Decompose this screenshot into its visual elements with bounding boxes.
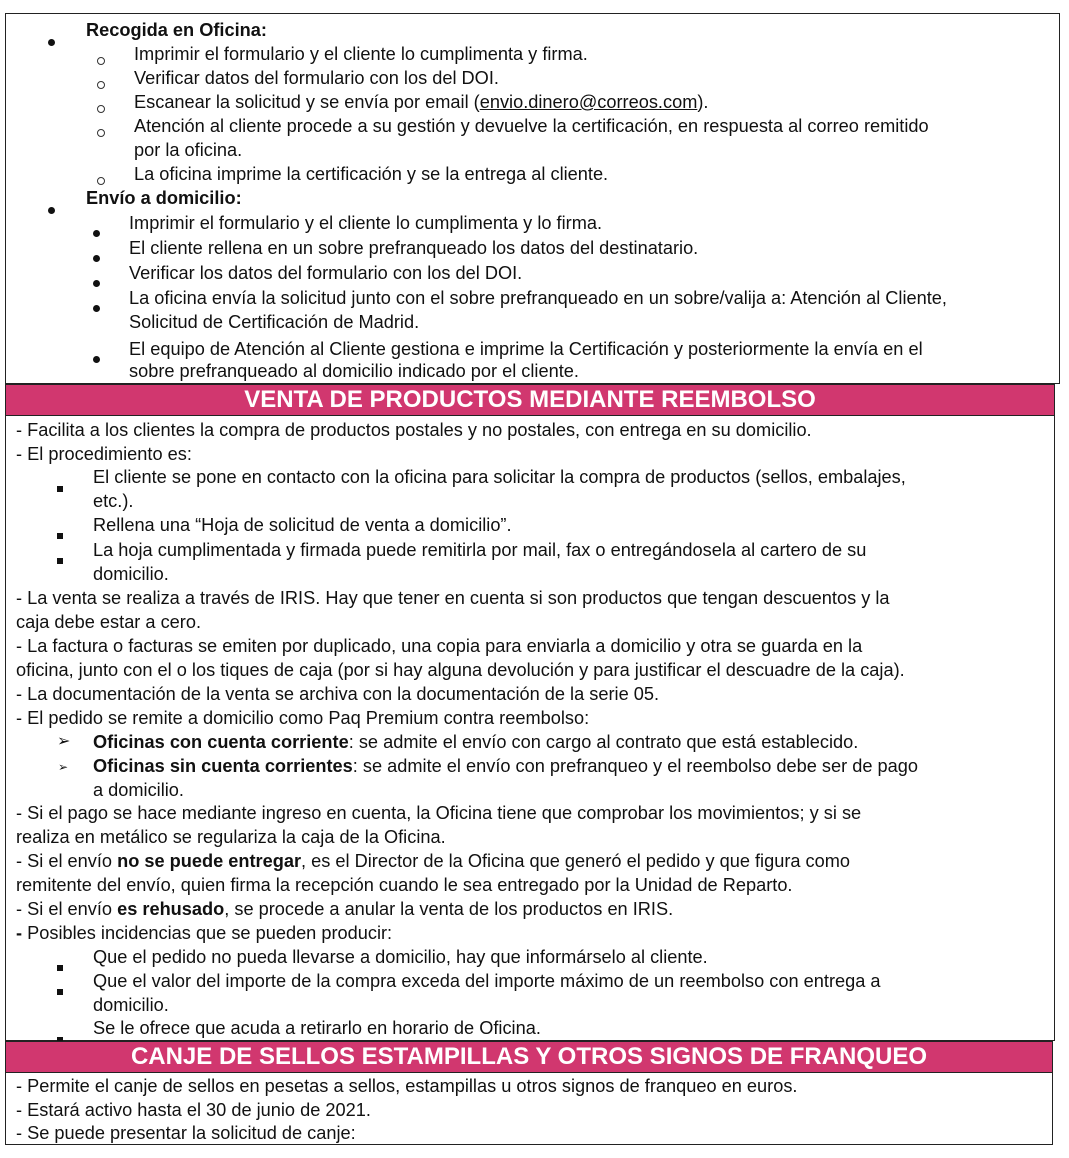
envio-title: Envío a domicilio: (86, 188, 242, 208)
list-item: Rellena una “Hoja de solicitud de venta a domicilio”. (93, 515, 512, 535)
bullet-icon (93, 294, 100, 318)
text-line: realiza en metálico se regulariza la caja de la Oficina. (16, 827, 446, 847)
list-item: Oficinas sin cuenta corrientes: se admite el envío con prefranqueo y el reembolso debe ser de pago (93, 756, 918, 776)
text-line: remitente del envío, quien firma la recepción cuando le sea entregado por la Unidad de Reparto. (16, 875, 793, 895)
square-bullet-icon (57, 521, 63, 545)
square-bullet-icon (57, 546, 63, 570)
list-item: La hoja cumplimentada y firmada puede remitirla por mail, fax o entregándosela al cartero de su (93, 540, 867, 560)
list-item: El cliente rellena en un sobre prefranqueado los datos del destinatario. (129, 238, 699, 258)
section-header-canje: CANJE DE SELLOS ESTAMPILLAS Y OTROS SIGNOS DE FRANQUEO (5, 1041, 1053, 1073)
bullet-icon (93, 269, 100, 293)
circle-bullet-icon (97, 71, 105, 95)
list-item-cont: domicilio. (93, 995, 169, 1015)
list-item: Imprimir el formulario y el cliente lo cumplimenta y firma. (134, 44, 588, 64)
text-line: - El pedido se remite a domicilio como Paq Premium contra reembolso: (16, 708, 590, 728)
list-item: La oficina imprime la certificación y se la entrega al cliente. (134, 164, 609, 184)
text-line: - Permite el canje de sellos en pesetas a sellos, estampillas u otros signos de franqueo en euros. (16, 1076, 798, 1096)
section-header-venta: VENTA DE PRODUCTOS MEDIANTE REEMBOLSO (5, 384, 1055, 416)
text-line: - Si el envío no se puede entregar, es el Director de la Oficina que generó el pedido y que figura como (16, 851, 851, 871)
text-line: - Si el envío es rehusado, se procede a anular la venta de los productos en IRIS. (16, 899, 674, 919)
text-line: - La venta se realiza a través de IRIS. Hay que tener en cuenta si son productos que tengan descuentos y la (16, 588, 890, 608)
bullet-icon (93, 345, 100, 369)
list-item-cont: por la oficina. (134, 140, 243, 160)
list-item: Verificar datos del formulario con los del DOI. (134, 68, 499, 88)
bullet-icon (48, 196, 55, 220)
text-line: oficina, junto con el o los tiques de caja (por si hay alguna devolución y para justificar el descuadre de la caja). (16, 660, 905, 680)
text-line: - Se puede presentar la solicitud de canje: (16, 1123, 356, 1143)
text-line: - Estará activo hasta el 30 de junio de 2021. (16, 1100, 371, 1120)
square-bullet-icon (57, 953, 63, 977)
list-item: Oficinas con cuenta corriente: se admite el envío con cargo al contrato que está establecido. (93, 732, 859, 752)
list-item: El equipo de Atención al Cliente gestiona e imprime la Certificación y posteriormente la envía en el (129, 339, 923, 359)
bullet-icon (93, 219, 100, 243)
list-item-cont: a domicilio. (93, 780, 184, 800)
text-line: - La factura o facturas se emiten por duplicado, una copia para enviarla a domicilio y otra se guarda en la (16, 636, 863, 656)
list-item: Imprimir el formulario y el cliente lo cumplimenta y lo firma. (129, 213, 603, 233)
circle-bullet-icon (97, 47, 105, 71)
list-item: El cliente se pone en contacto con la oficina para solicitar la compra de productos (sellos, embalajes, (93, 467, 906, 487)
list-item: Verificar los datos del formulario con los del DOI. (129, 263, 523, 283)
email-link[interactable]: envio.dinero@correos.com (479, 92, 698, 112)
text-line: - El procedimiento es: (16, 444, 192, 464)
square-bullet-icon (57, 474, 63, 498)
text-line: - La documentación de la venta se archiva con la documentación de la serie 05. (16, 684, 660, 704)
list-item-cont: sobre prefranqueado al domicilio indicado por el cliente. (129, 361, 579, 381)
bullet-icon (93, 244, 100, 268)
text-line: - Facilita a los clientes la compra de productos postales y no postales, con entrega en su domicilio. (16, 420, 812, 440)
bullet-icon (48, 28, 55, 52)
list-item: Se le ofrece que acuda a retirarlo en horario de Oficina. (93, 1018, 541, 1038)
text-line: - Si el pago se hace mediante ingreso en cuenta, la Oficina tiene que comprobar los movimientos; y si se (16, 803, 862, 823)
list-item: La oficina envía la solicitud junto con el sobre prefranqueado en un sobre/valija a: Atención al Cliente, (129, 288, 947, 308)
list-item: Que el pedido no pueda llevarse a domicilio, hay que informárselo al cliente. (93, 947, 708, 967)
list-item-cont: domicilio. (93, 564, 169, 584)
circle-bullet-icon (97, 95, 105, 119)
list-item-cont: etc.). (93, 491, 134, 511)
list-item: Que el valor del importe de la compra exceda del importe máximo de un reembolso con entrega a (93, 971, 881, 991)
text-line: caja debe estar a cero. (16, 612, 202, 632)
recogida-title: Recogida en Oficina: (86, 20, 267, 40)
circle-bullet-icon (97, 119, 105, 143)
list-item: Escanear la solicitud y se envía por email (envio.dinero@correos.com). (134, 92, 709, 112)
square-bullet-icon (57, 977, 63, 1001)
arrow-bullet-icon: ➢ (58, 760, 69, 774)
list-item: Atención al cliente procede a su gestión y devuelve la certificación, en respuesta al correo remitido (134, 116, 929, 136)
text-line: - Posibles incidencias que se pueden producir: (16, 923, 393, 943)
list-item-cont: Solicitud de Certificación de Madrid. (129, 312, 420, 332)
arrow-bullet-icon: ➢ (57, 733, 71, 750)
